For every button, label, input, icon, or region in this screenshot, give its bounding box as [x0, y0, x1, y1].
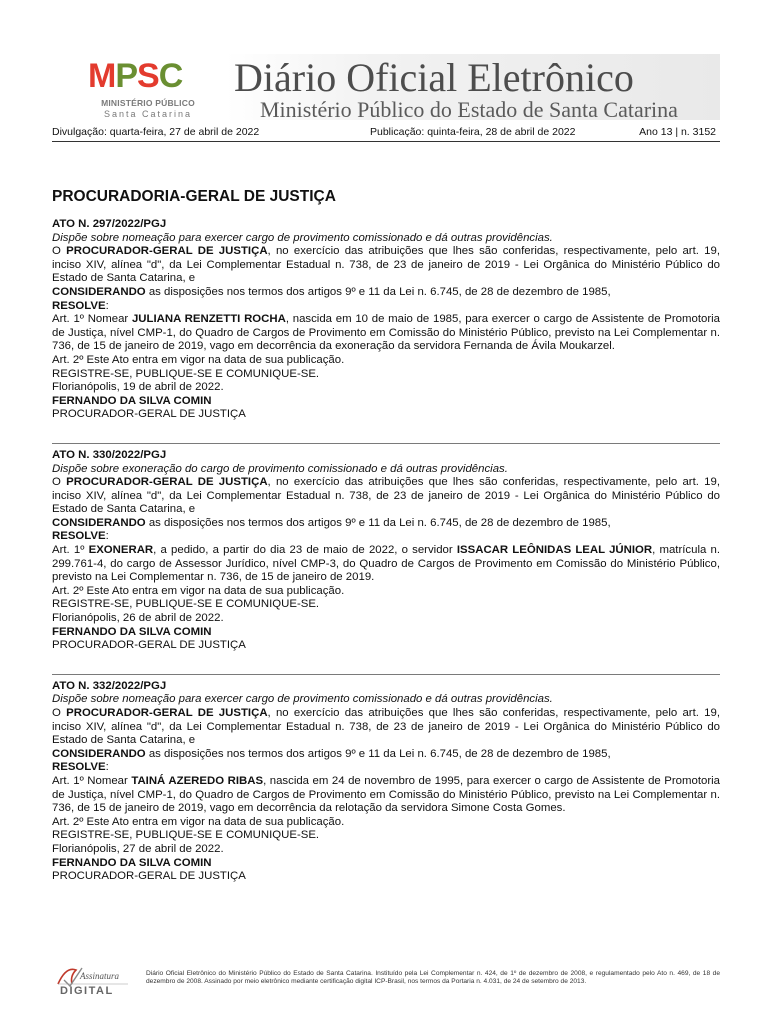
masthead-banner	[226, 54, 720, 120]
intro-authority: PROCURADOR-GERAL DE JUSTIÇA	[66, 707, 268, 719]
art1-text: , nascida em 10 de maio de 1985, para exercer o cargo de Assistente de Promotoria de Justiça, nível CMP-1, do Quadro de Cargos de Provimento em Comissão do Ministério Público, previsto na Lei Complementar n. 736, de 15 de janeiro de 2019, vago em decorrência da exoneração da servidora Fernanda de Ávila Moukarzel.	[52, 313, 721, 353]
art1-prefix: Art. 1º Nomear	[52, 774, 132, 787]
considerando-label: CONSIDERANDO	[52, 747, 146, 760]
resolve-label: RESOLVE	[52, 299, 106, 312]
act-intro: O PROCURADOR-GERAL DE JUSTIÇA, no exercício das atribuições que lhes são conferidas, respectivamente, pelo art. 19, inciso XIV, alínea "d", da Lei Complementar Estadual n. 738, de 23 de janeiro de 2019 - Lei Orgânica do Ministério Público do Estado de Santa Catarina, e	[52, 476, 720, 516]
act-ementa: Dispõe sobre exoneração do cargo de provimento comissionado e dá outras providências.	[52, 462, 508, 475]
act-article-2: Art. 2º Este Ato entra em vigor na data de sua publicação.	[52, 353, 345, 366]
considerando-text: as disposições nos termos dos artigos 9º e 11 da Lei n. 6.745, de 28 de dezembro de 1985,	[145, 516, 611, 529]
art1-action: EXONERAR	[88, 544, 154, 557]
act-signer	[52, 395, 720, 409]
act-article-1	[52, 544, 720, 585]
act-ementa: Dispõe sobre nomeação para exercer cargo de provimento comissionado e dá outras providências.	[52, 231, 553, 244]
publication-subtitle: Ministério Público do Estado de Santa Catarina	[260, 97, 678, 122]
publicacao-date: Publicação: quinta-feira, 28 de abril de 2022	[370, 126, 576, 138]
art1-rest: , matrícula n. 299.761-4, do cargo de Assessor Jurídico, nível CMP-3, do Quadro de Cargos de Provimento em Comissão do Ministério Público, previsto na Lei Complementar n. 736, de 15 de janeiro de 2019.	[52, 544, 721, 584]
act-332	[52, 680, 720, 884]
publication-title: Diário Oficial Eletrônico	[234, 55, 634, 100]
considerando-label: CONSIDERANDO	[52, 285, 146, 298]
act-number: ATO N. 330/2022/PGJ	[52, 448, 167, 461]
act-ementa: Dispõe sobre nomeação para exercer cargo de provimento comissionado e dá outras providências.	[52, 693, 553, 706]
page-footer	[52, 962, 720, 1002]
act-registre: REGISTRE-SE, PUBLIQUE-SE E COMUNIQUE-SE.	[52, 367, 320, 380]
act-date: Florianópolis, 26 de abril de 2022.	[52, 612, 224, 625]
logo-subtitle-1: MINISTÉRIO PÚBLICO	[101, 98, 195, 108]
footer-legal-text: Diário Oficial Eletrônico do Ministério Público do Estado de Santa Catarina. Instituído pela Lei Complementar n. 424, de 1º de dezembro de 2008, e regulamentado pelo Ato n. 469, de 18 de dezembro de 2008. Assinado por meio eletrônico mediante certificação digital ICP-Brasil, nos termos da Portaria n. 4.031, de 24 de setembro de 2013.	[146, 970, 720, 985]
digital-signature-seal-icon	[52, 962, 132, 996]
act-date: Florianópolis, 19 de abril de 2022.	[52, 381, 224, 394]
act-number: ATO N. 332/2022/PGJ	[52, 679, 167, 692]
resolve-label: RESOLVE	[52, 530, 106, 543]
act-signer-role: PROCURADOR-GERAL DE JUSTIÇA	[52, 408, 246, 421]
act-signer	[52, 626, 720, 640]
act-divider	[52, 443, 720, 444]
edition-info-bar	[52, 125, 720, 142]
considerando-label: CONSIDERANDO	[52, 516, 146, 529]
act-article-1	[52, 775, 720, 816]
signer-name: FERNANDO DA SILVA COMIN	[52, 394, 212, 407]
intro-text: , no exercício das atribuições que lhes são conferidas, respectivamente, pelo art. 19, inciso XIV, alínea "d", da Lei Complementar Estadual n. 738, de 23 de janeiro de 2019 - Lei Orgânica do Ministério Público do Estado de Santa Catarina, e	[52, 245, 720, 285]
intro-authority: PROCURADOR-GERAL DE JUSTIÇA	[66, 245, 268, 258]
act-intro: O PROCURADOR-GERAL DE JUSTIÇA, no exercício das atribuições que lhes são conferidas, respectivamente, pelo art. 19, inciso XIV, alínea "d", da Lei Complementar Estadual n. 738, de 23 de janeiro de 2019 - Lei Orgânica do Ministério Público do Estado de Santa Catarina, e	[52, 245, 720, 285]
signer-name: FERNANDO DA SILVA COMIN	[52, 625, 212, 638]
act-article-2: Art. 2º Este Ato entra em vigor na data de sua publicação.	[52, 815, 345, 828]
art1-name: JULIANA RENZETTI ROCHA	[131, 313, 286, 326]
act-330	[52, 449, 720, 653]
art1-prefix: Art. 1º Nomear	[52, 313, 132, 326]
mpsc-logo	[84, 56, 204, 124]
act-article-1	[52, 313, 720, 354]
act-signer-role: PROCURADOR-GERAL DE JUSTIÇA	[52, 870, 246, 883]
seal-bottom-text: DIGITAL	[60, 985, 114, 996]
logo-subtitle-2: Santa Catarina	[103, 109, 193, 119]
act-number: ATO N. 297/2022/PGJ	[52, 218, 167, 230]
act-registre: REGISTRE-SE, PUBLIQUE-SE E COMUNIQUE-SE.	[52, 598, 320, 611]
masthead-header	[52, 46, 720, 124]
act-signer-role: PROCURADOR-GERAL DE JUSTIÇA	[52, 639, 246, 652]
act-resolve: RESOLVE:	[52, 530, 109, 543]
act-date: Florianópolis, 27 de abril de 2022.	[52, 842, 224, 855]
act-resolve: RESOLVE:	[52, 761, 109, 774]
page-content	[52, 188, 720, 884]
art1-prefix: Art. 1º	[52, 544, 89, 557]
act-resolve: RESOLVE:	[52, 299, 109, 312]
act-signer	[52, 857, 720, 871]
logo-wordmark: MPSC	[88, 57, 183, 95]
act-article-2: Art. 2º Este Ato entra em vigor na data de sua publicação.	[52, 584, 345, 597]
act-intro: O PROCURADOR-GERAL DE JUSTIÇA, no exercício das atribuições que lhes são conferidas, respectivamente, pelo art. 19, inciso XIV, alínea "d", da Lei Complementar Estadual n. 738, de 23 de janeiro de 2019 - Lei Orgânica do Ministério Público do Estado de Santa Catarina, e	[52, 707, 720, 747]
edition-number: Ano 13 | n. 3152	[639, 126, 716, 138]
art1-text: , nascida em 24 de novembro de 1995, para exercer o cargo de Assistente de Promotoria de Justiça, nível CMP-1, do Quadro de Cargos de Provimento em Comissão do Ministério Público, previsto na Lei Complementar n. 736, de 15 de janeiro de 2019, vago em decorrência da relotação da servidora Simone Costa Gomes.	[52, 774, 720, 815]
considerando-text: as disposições nos termos dos artigos 9º e 11 da Lei n. 6.745, de 28 de dezembro de 1985,	[145, 747, 611, 760]
divulgacao-date: Divulgação: quarta-feira, 27 de abril de 2022	[52, 126, 260, 138]
intro-text: , no exercício das atribuições que lhes são conferidas, respectivamente, pelo art. 19, inciso XIV, alínea "d", da Lei Complementar Estadual n. 738, de 23 de janeiro de 2019 - Lei Orgânica do Ministério Público do Estado de Santa Catarina, e	[52, 707, 720, 747]
art1-name: ISSACAR LEÔNIDAS LEAL JÚNIOR	[456, 544, 653, 557]
seal-top-text: Assinatura	[80, 971, 120, 981]
considerando-text: as disposições nos termos dos artigos 9º e 11 da Lei n. 6.745, de 28 de dezembro de 1985,	[145, 285, 611, 298]
resolve-label: RESOLVE	[52, 761, 106, 774]
art1-name: TAINÁ AZEREDO RIBAS	[131, 774, 264, 787]
signer-name: FERNANDO DA SILVA COMIN	[52, 856, 212, 869]
act-considerando	[52, 286, 720, 300]
act-registre: REGISTRE-SE, PUBLIQUE-SE E COMUNIQUE-SE.	[52, 829, 320, 842]
art1-text: , a pedido, a partir do dia 23 de maio de 2022, o servidor	[153, 544, 457, 557]
act-considerando	[52, 748, 720, 762]
act-considerando	[52, 517, 720, 531]
intro-text: , no exercício das atribuições que lhes são conferidas, respectivamente, pelo art. 19, inciso XIV, alínea "d", da Lei Complementar Estadual n. 738, de 23 de janeiro de 2019 - Lei Orgânica do Ministério Público do Estado de Santa Catarina, e	[52, 476, 720, 516]
section-title: PROCURADORIA-GERAL DE JUSTIÇA	[52, 188, 336, 205]
act-297	[52, 218, 720, 422]
act-divider	[52, 674, 720, 675]
intro-authority: PROCURADOR-GERAL DE JUSTIÇA	[66, 476, 268, 489]
